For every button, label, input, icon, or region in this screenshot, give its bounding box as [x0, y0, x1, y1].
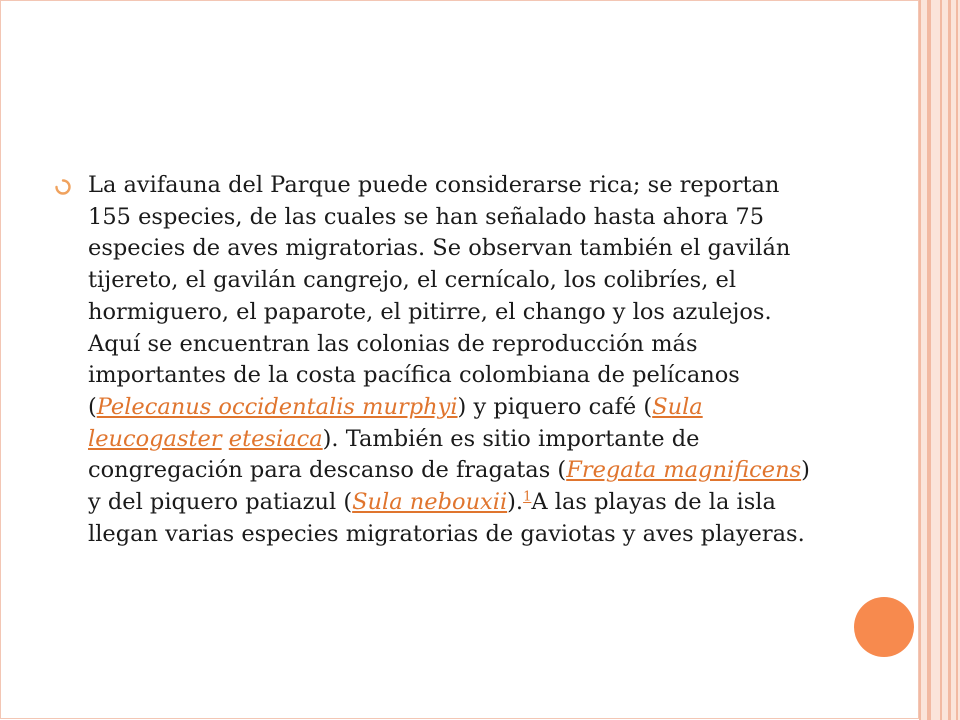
paragraph-text: ). También es sitio importante de congregación para descanso de fragatas ( [88, 425, 700, 484]
accent-circle [854, 597, 914, 657]
decorative-band-line [919, 0, 921, 720]
decorative-band-line [940, 0, 942, 720]
paragraph-text: ) y del piquero patiazul ( [88, 457, 810, 516]
slide-content [55, 170, 835, 550]
species-link-sula-nebouxii[interactable]: Sula nebouxii [352, 489, 508, 516]
decorative-band-line [948, 0, 951, 720]
species-link-pelecanus[interactable]: Pelecanus occidentalis murphyi [96, 393, 458, 420]
footnote-link[interactable]: 1 [523, 489, 532, 505]
paragraph-text: ) y piquero café ( [457, 393, 653, 420]
orange-ring-bullet-icon [55, 179, 71, 195]
bullet-item [55, 170, 835, 550]
species-link-etesiaca[interactable]: etesiaca [228, 425, 323, 452]
paragraph-text [222, 426, 229, 452]
paragraph-text: ). [507, 489, 524, 516]
decorative-band-line [956, 0, 958, 720]
paragraph-text: La avifauna del Parque puede considerarse rica; se reportan 155 especies, de las cuales se han señalado hasta ahora 75 especies de aves migratorias. Se observan también el gavilán tijereto, el gavilán cangrejo, el cernícalo, los colibríes, el hormiguero, el paparote, el pitirre, el chango y los azulejos. Aquí se encuentran las colonias de reproducción más importantes de la costa pacífica colombiana de pelícanos ( [88, 172, 791, 420]
species-link-sula-leucogaster[interactable]: Sula leucogaster [88, 393, 703, 452]
species-link-fregata[interactable]: Fregata magnificens [566, 457, 802, 484]
paragraph-text: A las playas de la isla llegan varias especies migratorias de gaviotas y aves playeras. [88, 489, 805, 547]
decorative-band-line [927, 0, 931, 720]
body-paragraph [88, 170, 828, 550]
